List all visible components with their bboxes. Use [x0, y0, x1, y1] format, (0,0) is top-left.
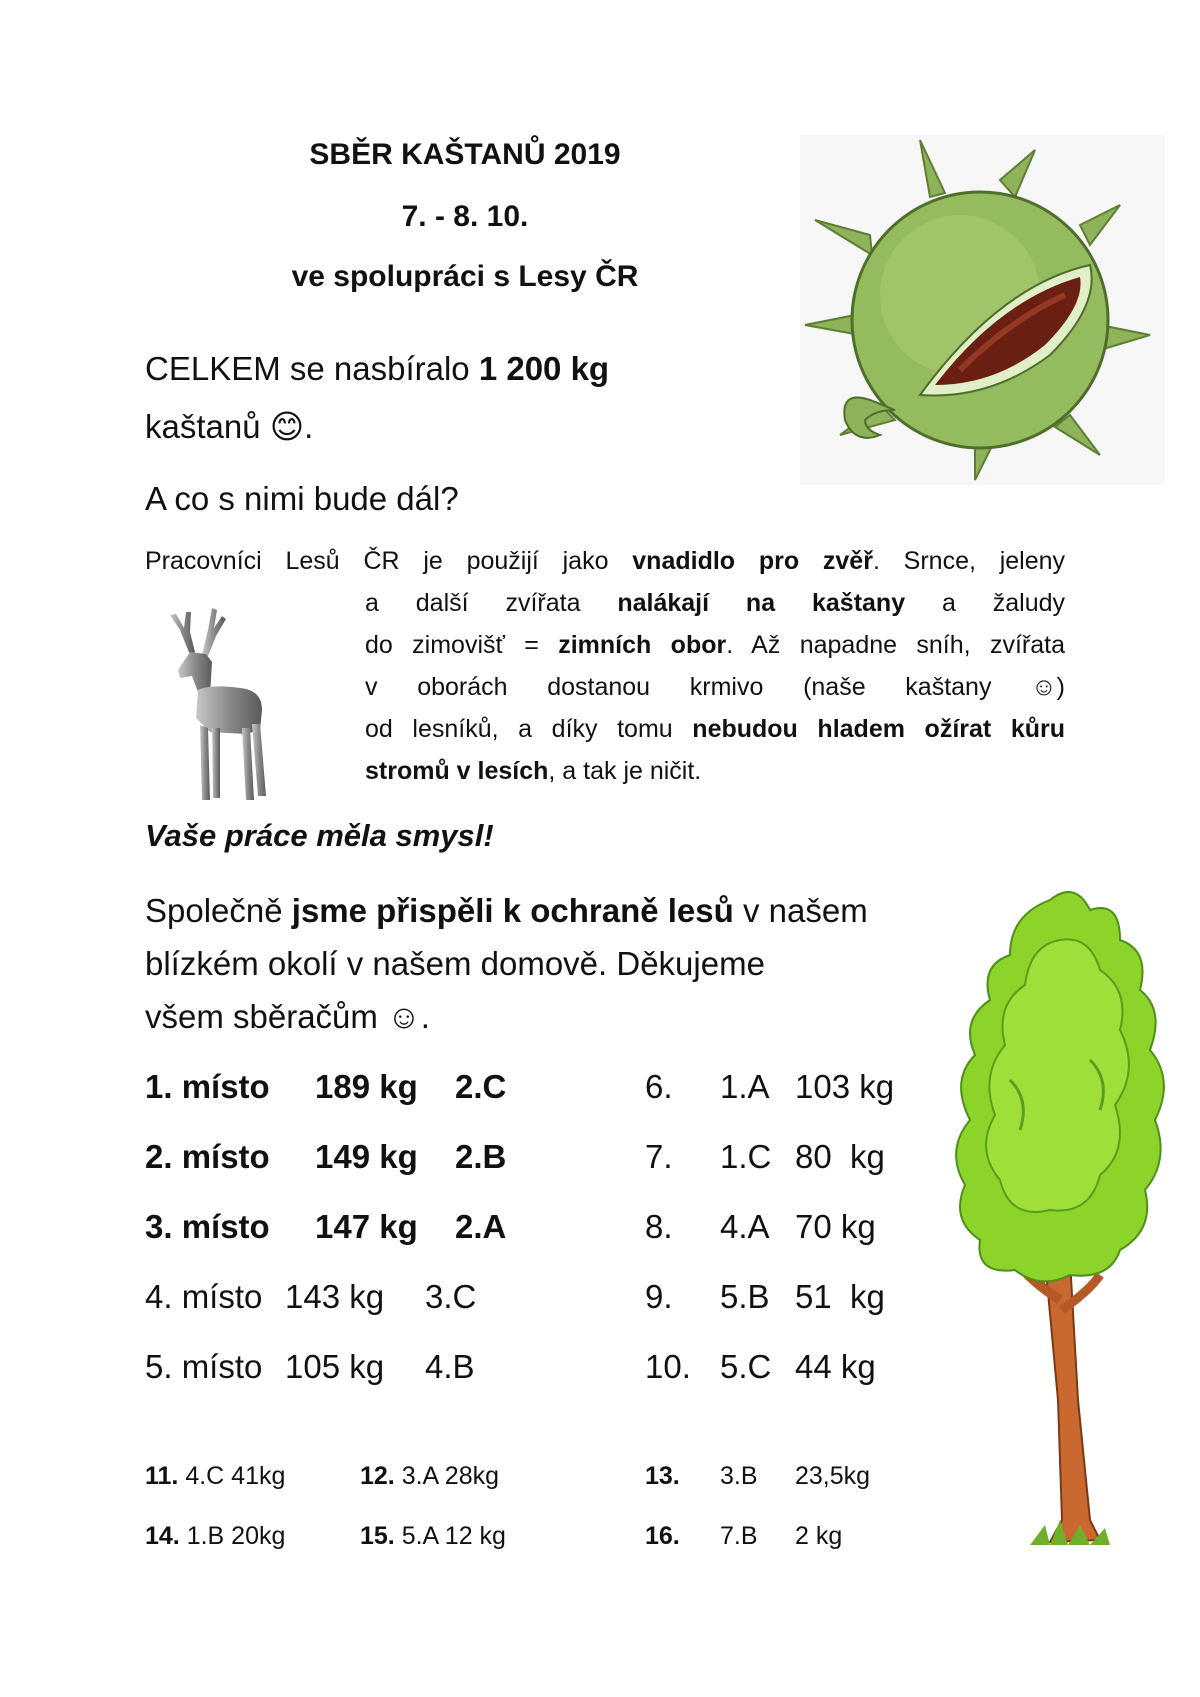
result-place: 16.	[645, 1522, 680, 1550]
result-text: 1.B 20kg	[179, 1522, 286, 1550]
result-place: 8.	[645, 1208, 673, 1245]
result-text: 4.C 41kg	[178, 1462, 286, 1490]
result-kg: 44 kg	[795, 1348, 876, 1385]
result-place: 6.	[645, 1068, 673, 1105]
result-kg: 189 kg	[315, 1068, 418, 1105]
slogan: Vaše práce měla smysl!	[145, 818, 494, 853]
result-row	[145, 1332, 615, 1402]
paragraph-line-6	[365, 750, 701, 792]
result-class: 1.C	[720, 1138, 772, 1175]
paragraph-line-1	[145, 540, 1065, 582]
tree-illustration	[950, 880, 1175, 1550]
result-class: 3.B	[720, 1462, 758, 1490]
result-place: 1. místo	[145, 1068, 270, 1105]
result-place: 10.	[645, 1348, 691, 1385]
result-class: 2.C	[455, 1068, 507, 1105]
result-class: 1.A	[720, 1068, 770, 1105]
result-place: 12.	[360, 1462, 395, 1490]
result-small-15	[360, 1522, 506, 1551]
result-row	[645, 1262, 965, 1332]
result-text: 5.A 12 kg	[394, 1522, 506, 1550]
result-kg: 51 kg	[795, 1278, 885, 1315]
result-kg: 147 kg	[315, 1208, 418, 1245]
cooperation-line: ve spolupráci s Lesy ČR	[291, 260, 639, 293]
paragraph-bold: zimních obor	[558, 631, 727, 659]
results-top-list	[145, 1052, 615, 1402]
thanks-line-3: všem sběračům ☺.	[145, 998, 430, 1035]
paragraph-text: do zimovišť =	[365, 631, 559, 659]
result-class: 4.B	[425, 1348, 475, 1385]
paragraph-line-3	[365, 624, 1065, 666]
result-place: 13.	[645, 1462, 680, 1490]
paragraph-line-2	[365, 582, 1065, 624]
result-text: 3.A 28kg	[394, 1462, 500, 1490]
result-row	[145, 1262, 615, 1332]
thanks-text: v našem	[733, 892, 868, 929]
paragraph-line-5	[365, 708, 1065, 750]
result-row	[645, 1122, 965, 1192]
paragraph-text: a další zvířata	[365, 589, 618, 617]
paragraph-text: . Srnce, jeleny	[872, 547, 1066, 575]
total-amount: 1 200 kg	[478, 350, 610, 387]
result-kg: 143 kg	[285, 1278, 385, 1315]
thanks-bold: jsme přispěli k ochraně lesů	[291, 892, 734, 929]
paragraph-line-4: v oborách dostanou krmivo (naše kaštany ☺)	[365, 673, 1065, 701]
result-class: 4.A	[720, 1208, 770, 1245]
total-line-2	[145, 398, 313, 456]
result-kg: 103 kg	[795, 1068, 895, 1105]
result-kg: 23,5kg	[795, 1462, 871, 1490]
results-mid-list	[645, 1052, 965, 1402]
result-row	[145, 1192, 615, 1262]
thanks-text: Společně	[145, 892, 292, 929]
paragraph-bold: stromů v lesích	[365, 757, 549, 785]
chestnut-illustration	[800, 135, 1165, 485]
total-end: .	[304, 408, 314, 445]
result-place: 2. místo	[145, 1138, 270, 1175]
event-dates: 7. - 8. 10.	[401, 200, 529, 233]
result-place: 4. místo	[145, 1278, 263, 1315]
result-kg: 70 kg	[795, 1208, 876, 1245]
result-place: 14.	[145, 1522, 180, 1550]
result-small-11	[145, 1462, 285, 1491]
question-heading: A co s nimi bude dál?	[145, 480, 459, 517]
result-small-16	[645, 1522, 842, 1551]
result-row	[145, 1122, 615, 1192]
result-row	[645, 1332, 965, 1402]
result-small-14	[145, 1522, 285, 1551]
deer-icon	[150, 600, 280, 805]
result-place: 15.	[360, 1522, 395, 1550]
result-small-13	[645, 1462, 870, 1491]
paragraph-text: Pracovníci Lesů ČR je použijí jako	[145, 547, 633, 575]
result-place: 11.	[145, 1462, 179, 1490]
result-kg: 149 kg	[315, 1138, 418, 1175]
result-class: 2.B	[455, 1138, 507, 1175]
result-kg: 80 kg	[795, 1138, 885, 1175]
result-place: 9.	[645, 1278, 673, 1315]
total-chestnuts-word: kaštanů	[145, 408, 270, 445]
result-class: 2.A	[455, 1208, 507, 1245]
result-kg: 2 kg	[795, 1522, 843, 1550]
result-place: 7.	[645, 1138, 673, 1175]
total-line	[145, 340, 765, 398]
result-small-12	[360, 1462, 499, 1491]
paragraph-text: , a tak je ničit.	[548, 757, 702, 785]
result-class: 7.B	[720, 1522, 758, 1550]
smiling-face-icon: 😊	[269, 408, 305, 445]
paragraph-text: od lesníků, a díky tomu	[365, 715, 693, 743]
paragraph-text: a žaludy	[905, 589, 1065, 617]
result-row	[645, 1052, 965, 1122]
result-place: 5. místo	[145, 1348, 263, 1385]
total-prefix: CELKEM se nasbíralo	[145, 350, 479, 387]
result-class: 5.C	[720, 1348, 772, 1385]
thanks-line-2: blízkém okolí v našem domově. Děkujeme	[145, 945, 765, 982]
thanks-line-1	[145, 885, 868, 937]
paragraph-bold: nebudou hladem ožírat kůru	[692, 715, 1065, 743]
paragraph-bold: nalákají na kaštany	[617, 589, 906, 617]
result-class: 3.C	[425, 1278, 477, 1315]
paragraph-bold: vnadidlo pro zvěř	[632, 547, 873, 575]
result-row	[645, 1192, 965, 1262]
result-place: 3. místo	[145, 1208, 270, 1245]
page-title: SBĚR KAŠTANŮ 2019	[309, 138, 621, 171]
result-kg: 105 kg	[285, 1348, 385, 1385]
result-row	[145, 1052, 615, 1122]
result-class: 5.B	[720, 1278, 770, 1315]
paragraph-text: . Až napadne sníh, zvířata	[726, 631, 1065, 659]
